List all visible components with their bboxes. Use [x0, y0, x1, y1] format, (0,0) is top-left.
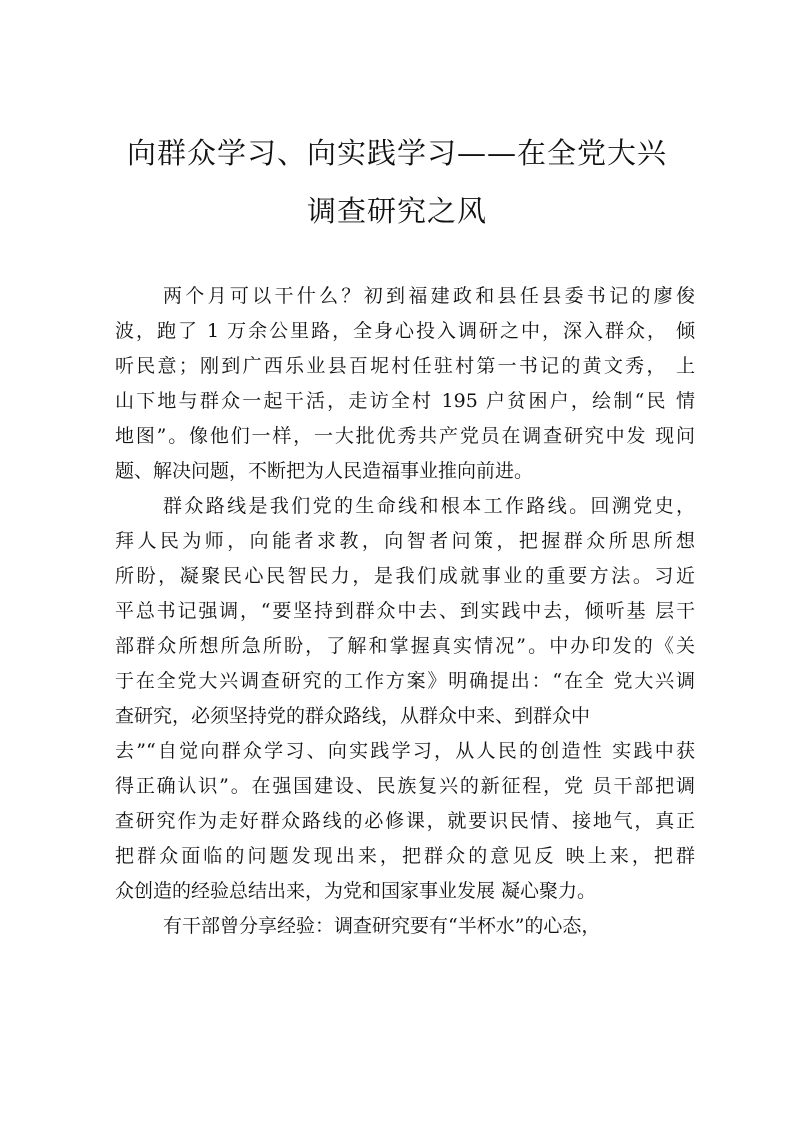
body-line: 听民意；刚到广西乐业县百坭村任驻村第一书记的黄文秀， 上	[115, 355, 695, 377]
body-line: 拜人民为师，向能者求教，向智者问策，把握群众所思所想	[115, 530, 695, 552]
body-line: 波，跑了 1 万余公里路，全身心投入调研之中，深入群众， 倾	[115, 320, 695, 342]
body-line: 得正确认识”。在强国建设、民族复兴的新征程，党 员干部把调	[115, 775, 695, 797]
body-line: 众创造的经验总结出来，为党和国家事业发展 凝心聚力。	[115, 880, 597, 902]
document-body	[115, 279, 695, 944]
body-line: 题、解决问题，不断把为人民造福事业推向前进。	[115, 460, 534, 482]
body-line: 地图”。像他们一样，一大批优秀共产党员在调查研究中发 现问	[115, 425, 695, 447]
body-line: 查研究作为走好群众路线的必修课，就要识民情、接地气，真正	[115, 810, 695, 832]
body-line: 有干部曾分享经验：调查研究要有“半杯水”的心态，	[163, 915, 601, 937]
body-line: 山下地与群众一起干活，走访全村 195 户贫困户，绘制“民 情	[115, 390, 695, 412]
document-title-line-1: 向群众学习、向实践学习——在全党大兴	[126, 136, 667, 170]
body-line: 群众路线是我们党的生命线和根本工作路线。回溯党史，	[163, 495, 695, 517]
body-line: 所盼，凝聚民心民智民力，是我们成就事业的重要方法。习近	[115, 565, 695, 587]
body-line: 把群众面临的问题发现出来，把群众的意见反 映上来，把群	[115, 845, 695, 867]
document-title-line-2: 调查研究之风	[306, 194, 487, 228]
body-line: 查研究，必须坚持党的群众路线，从群众中来、到群众中	[115, 705, 591, 727]
body-line: 去”“自觉向群众学习、向实践学习，从人民的创造性 实践中获	[115, 740, 695, 762]
body-line: 平总书记强调，“要坚持到群众中去、到实践中去，倾听基 层干	[115, 600, 695, 622]
body-line: 部群众所想所急所盼，了解和掌握真实情况”。中办印发的《关	[115, 635, 695, 657]
body-line: 于在全党大兴调查研究的工作方案》明确提出：“在全 党大兴调	[115, 670, 695, 692]
body-line: 两个月可以干什么？初到福建政和县任县委书记的廖俊	[163, 285, 695, 307]
